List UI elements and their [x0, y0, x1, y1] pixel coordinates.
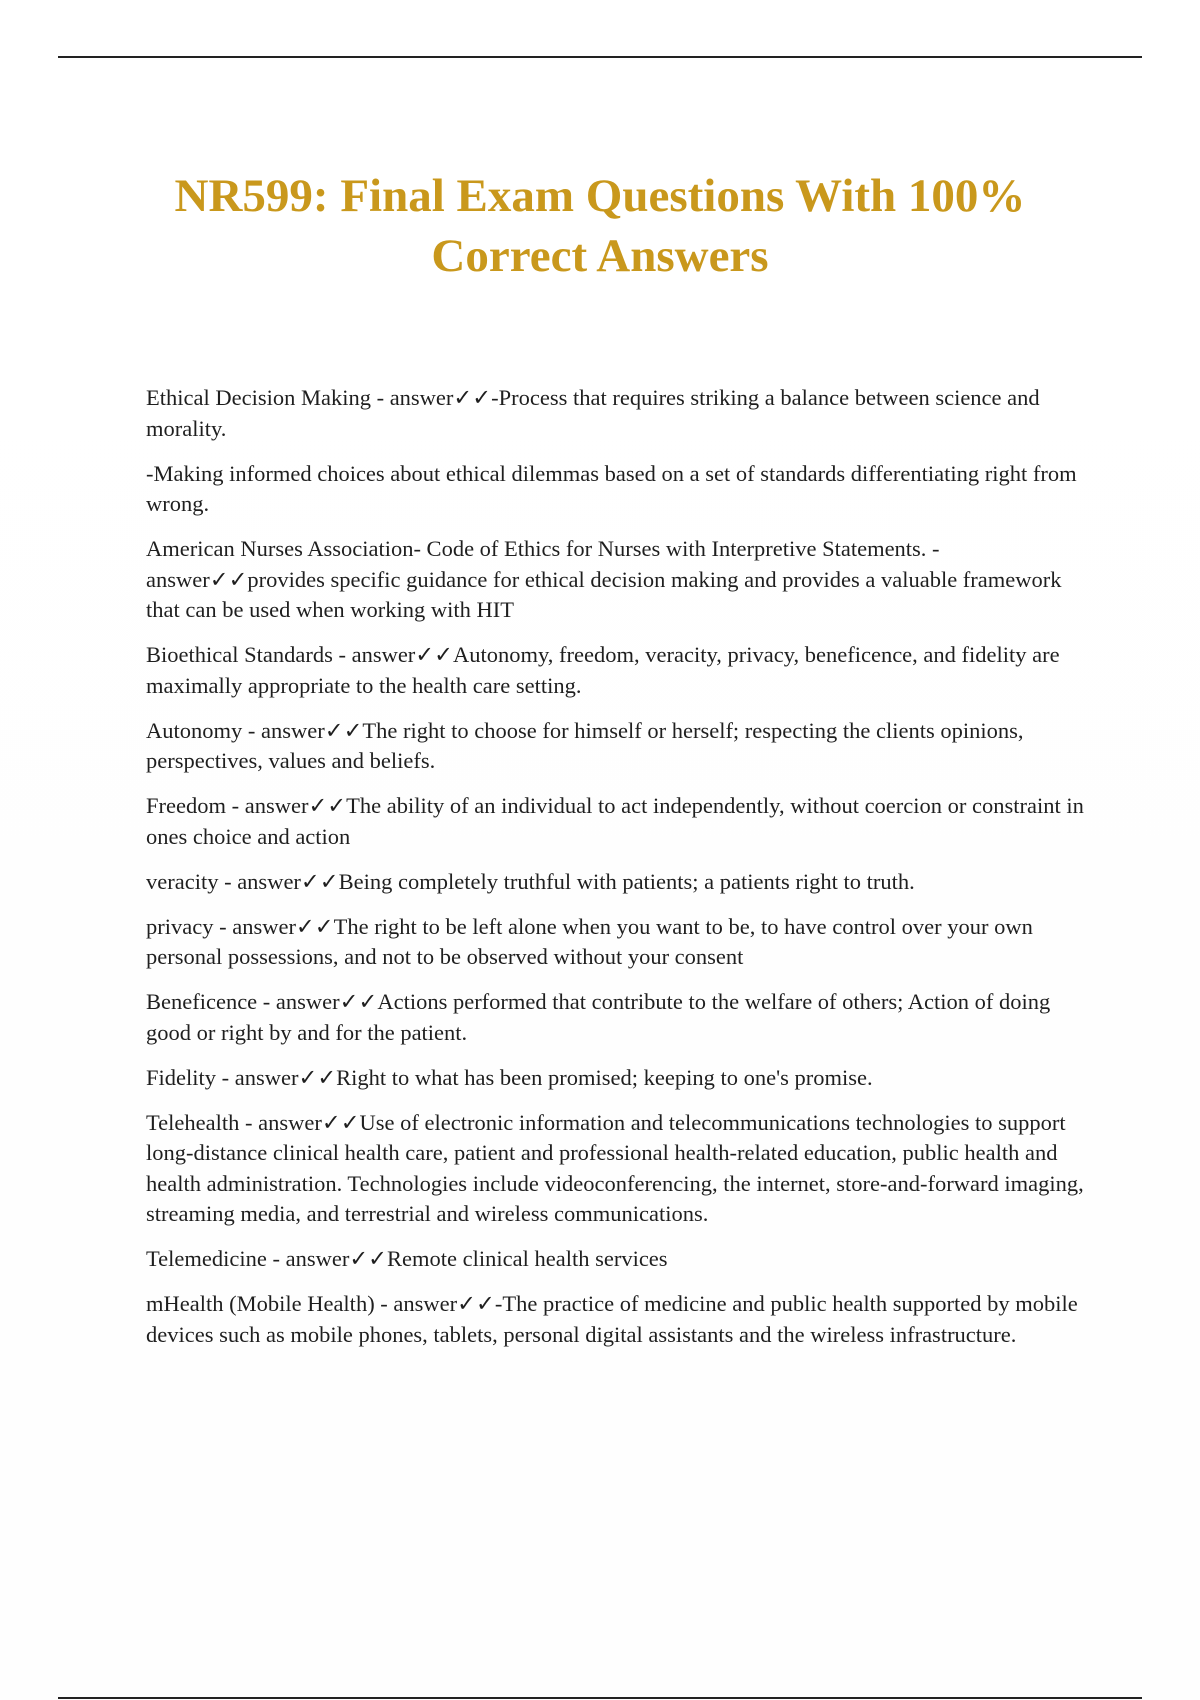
entry-text: Bioethical Standards - answer✓✓Autonomy, freedom, veracity, privacy, beneficence, and fidelity are maximally appropriate to the health care setting.	[146, 642, 1060, 698]
entry-telemedicine	[146, 1244, 1094, 1275]
top-rule	[58, 56, 1142, 58]
entry-text: Beneficence - answer✓✓Actions performed that contribute to the welfare of others; Action of doing good or right by and for the patient.	[146, 989, 1051, 1045]
entry-privacy	[146, 912, 1094, 973]
entry-ethical-decision-making	[146, 383, 1094, 444]
entry-text: American Nurses Association- Code of Ethics for Nurses with Interpretive Statements. - answer✓✓provides specific guidance for ethical decision making and provides a valuable framework that can be used when working with HIT	[146, 536, 1062, 622]
entry-bioethical-standards	[146, 640, 1094, 701]
entry-beneficence	[146, 987, 1094, 1048]
entry-text: Autonomy - answer✓✓The right to choose for himself or herself; respecting the clients opinions, perspectives, values and beliefs.	[146, 717, 1024, 773]
entry-mhealth	[146, 1289, 1094, 1350]
document-body	[146, 383, 1094, 1365]
bottom-rule	[58, 1697, 1142, 1699]
entry-text: mHealth (Mobile Health) - answer✓✓-The practice of medicine and public health supported by mobile devices such as mobile phones, tablets, personal digital assistants and the wireless infrastructure.	[146, 1291, 1078, 1347]
entry-freedom	[146, 791, 1094, 852]
entry-informed-choices	[146, 459, 1094, 520]
entry-text: Telemedicine - answer✓✓Remote clinical health services	[146, 1246, 668, 1271]
entry-text: Freedom - answer✓✓The ability of an individual to act independently, without coercion or constraint in ones choice and action	[146, 793, 1084, 849]
entry-text: -Making informed choices about ethical dilemmas based on a set of standards differentiating right from wrong.	[146, 460, 1077, 516]
entry-veracity	[146, 867, 1094, 898]
entry-telehealth	[146, 1108, 1094, 1230]
entry-text: Telehealth - answer✓✓Use of electronic information and telecommunications technologies to support long-distance clinical health care, patient and professional health-related education, public health and health administration. Technologies include videoconferencing, the internet, store-and-forward imaging, streaming media, and terrestrial and wireless communications.	[146, 1109, 1084, 1226]
entry-ana-code-of-ethics	[146, 534, 1094, 626]
document-title: NR599: Final Exam Questions With 100% Correct Answers	[174, 170, 1026, 282]
entry-text: privacy - answer✓✓The right to be left alone when you want to be, to have control over your own personal possessions, and not to be observed without your consent	[146, 913, 1033, 969]
entry-text: Fidelity - answer✓✓Right to what has been promised; keeping to one's promise.	[146, 1064, 873, 1090]
entry-text: Ethical Decision Making - answer✓✓-Process that requires striking a balance between science and morality.	[146, 385, 1040, 441]
entry-autonomy	[146, 716, 1094, 777]
entry-text: veracity - answer✓✓Being completely truthful with patients; a patients right to truth.	[146, 868, 915, 894]
entry-fidelity	[146, 1063, 1094, 1094]
